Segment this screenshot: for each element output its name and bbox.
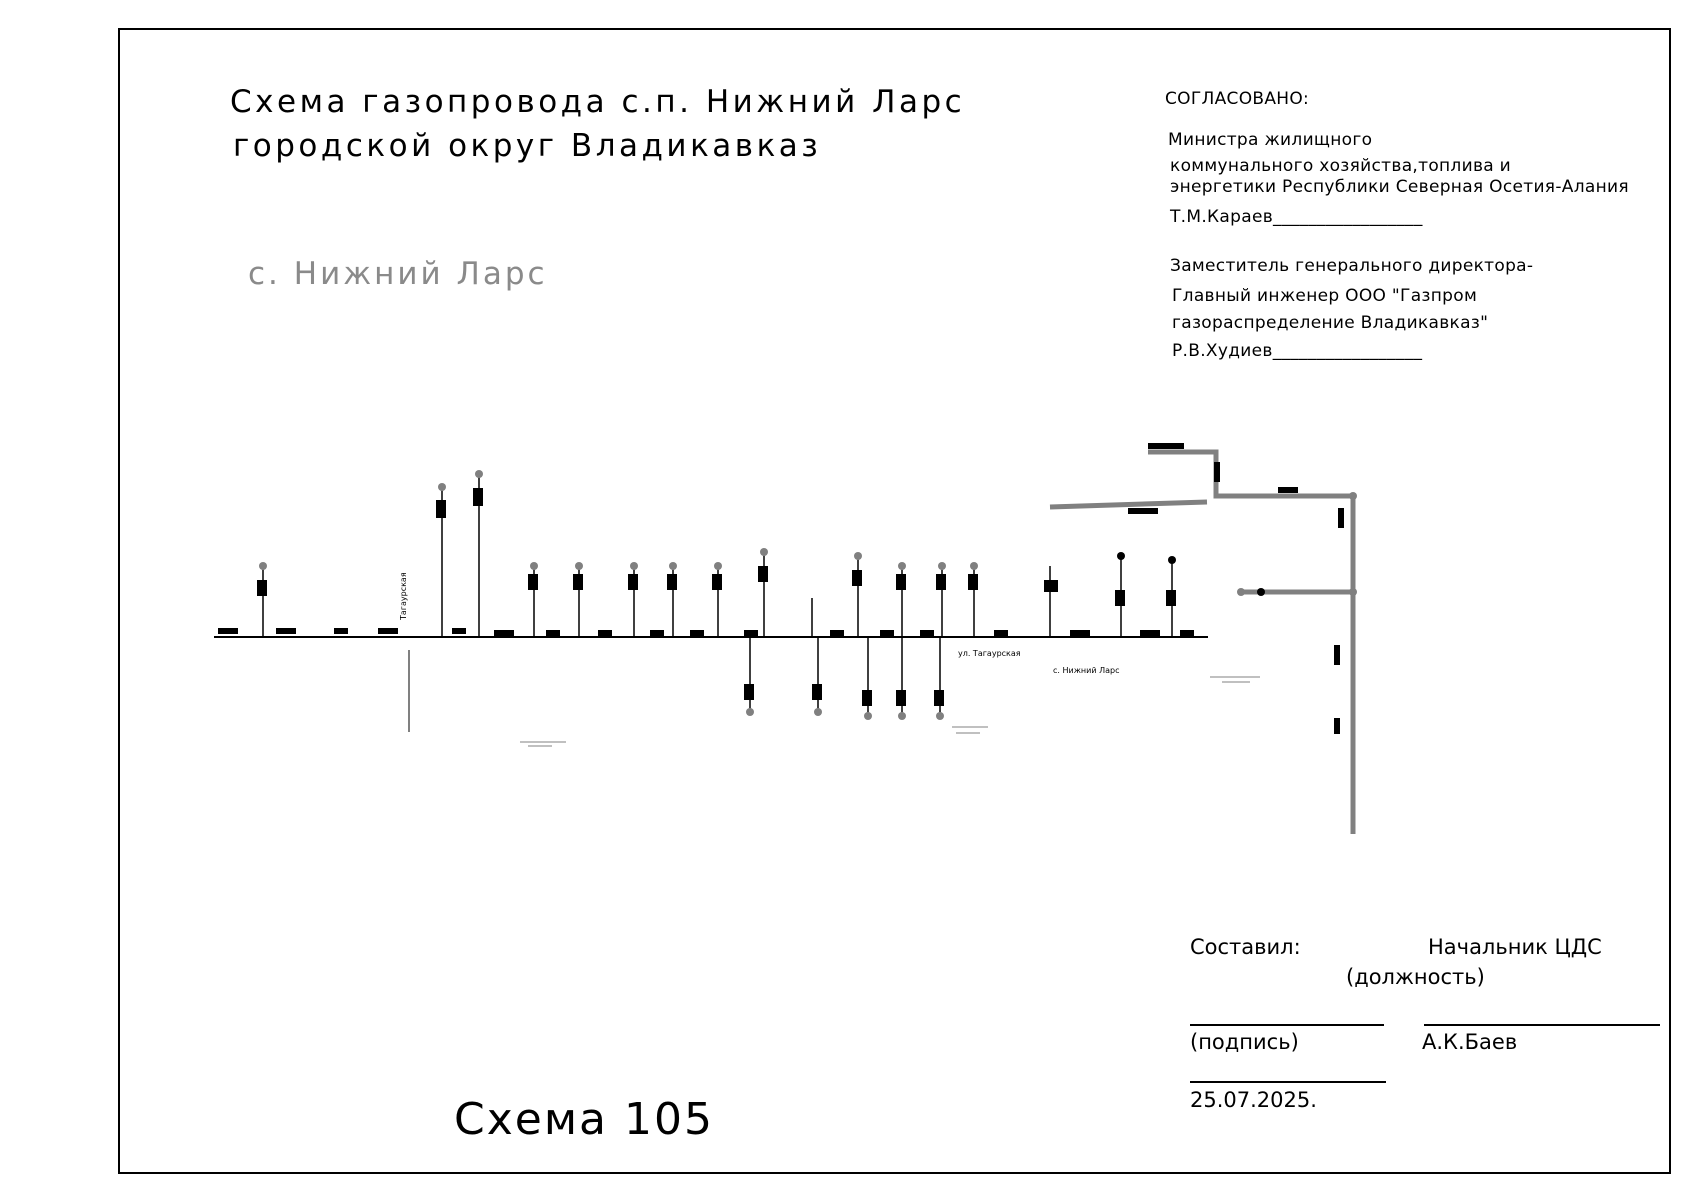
title-line-2: городской округ Владикавказ <box>233 128 822 164</box>
gray-pipe-labels <box>1128 443 1344 734</box>
village-label: с. Нижний Ларс <box>248 256 548 292</box>
approval-minister-line-2: коммунального хозяйства,топлива и <box>1170 156 1512 176</box>
approval-minister-line-3: энергетики Республики Северная Осетия-Алания <box>1170 177 1629 197</box>
approval-deputy-line-2: Главный инженер ООО "Газпром <box>1172 286 1478 306</box>
consumer-markers <box>259 470 978 720</box>
approval-minister-line-1: Министра жилищного <box>1168 130 1373 150</box>
street-label: ул. Тагаурская <box>958 649 1021 658</box>
approval-deputy-signature: Р.В.Худиев_________________ <box>1172 341 1423 361</box>
approval-heading: СОГЛАСОВАНО: <box>1165 89 1310 109</box>
position-value: Начальник ЦДС <box>1428 935 1602 959</box>
mainline-length-labels <box>218 628 1194 636</box>
compiler-name: А.К.Баев <box>1422 1030 1518 1054</box>
compiled-label: Составил: <box>1190 935 1301 959</box>
village-small-label: с. Нижний Ларс <box>1053 666 1120 675</box>
signature-caption: (подпись) <box>1190 1030 1299 1054</box>
branch-down <box>750 637 940 716</box>
gray-pipe-joints <box>1237 492 1357 596</box>
legend-stubs <box>520 677 1260 746</box>
branch-node-labels <box>257 488 1176 706</box>
side-street-text: Тагаурская <box>399 572 408 620</box>
position-caption: (должность) <box>1346 965 1485 989</box>
scheme-number: Схема 105 <box>454 1094 714 1145</box>
title-line-1: Схема газопровода с.п. Нижний Ларс <box>230 84 966 120</box>
gray-main-pipe <box>1050 452 1353 834</box>
date-value: 25.07.2025. <box>1190 1088 1317 1112</box>
approval-deputy-line-3: газораспределение Владикавказ" <box>1172 313 1489 333</box>
approval-minister-signature: Т.М.Караев_________________ <box>1170 207 1423 227</box>
approval-deputy-line-1: Заместитель генерального директора- <box>1170 256 1534 276</box>
